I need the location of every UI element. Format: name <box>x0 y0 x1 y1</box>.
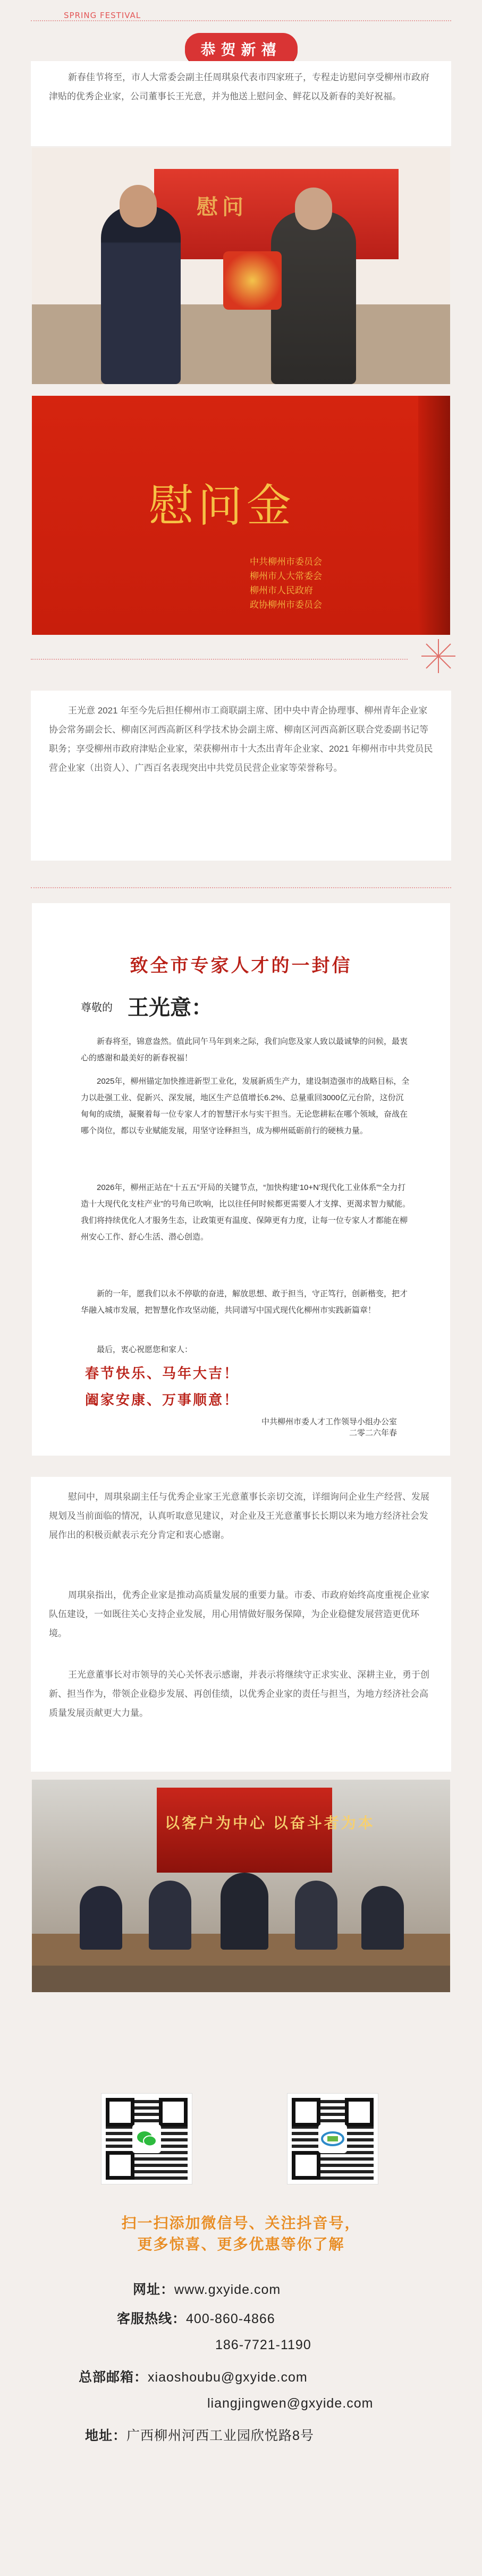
person-left-head <box>120 185 157 227</box>
divider <box>31 20 451 21</box>
envelope-edge <box>418 396 450 635</box>
scan-prompt-line: 更多惊喜、更多优惠等你了解 <box>137 2236 345 2252</box>
envelope-issuer: 柳州市人民政府 <box>250 585 313 596</box>
wechat-icon <box>132 2124 161 2153</box>
letter-paragraph: 新的一年，愿我们以永不停歇的奋进，解放思想、敢于担当，守正笃行，创新楷变，把才华融入城市发展，把智慧化作攻坚动能，共同谱写中国式现代化柳州市实践新篇章！ <box>81 1289 408 1315</box>
letter-title: 致全市专家人才的一封信 <box>130 955 352 976</box>
envelope-issuer: 柳州市人大常委会 <box>250 571 322 582</box>
website-label: 网址： <box>133 2282 175 2297</box>
douyin-qr-code <box>287 2093 378 2184</box>
email-row-2 <box>207 2396 373 2411</box>
website-row <box>133 2279 281 2298</box>
letter-paragraph: 新春将至，锦意盎然。值此同午马年到来之际，我们向您及家人致以最诚挚的问候，最衷心的感谢和最美好的新春祝福！ <box>81 1037 408 1062</box>
letter-sign-org: 中共柳州市委人才工作领导小组办公室 <box>261 1417 397 1426</box>
qr-finder <box>106 2151 134 2180</box>
red-banner-text: 慰问 <box>197 195 248 219</box>
section-label: SPRING FESTIVAL <box>64 11 141 20</box>
hotline-number[interactable]: 400-860-4866 <box>186 2311 275 2326</box>
letter-greeting: 尊敬的 <box>81 1002 113 1014</box>
hotline-row <box>117 2308 275 2327</box>
letter-paragraph: 最后，衷心祝愿您和家人： <box>97 1345 193 1354</box>
meeting-floor <box>32 1966 450 1992</box>
email-address[interactable]: xiaoshoubu@gxyide.com <box>148 2370 308 2385</box>
website-link[interactable]: www.gxyide.com <box>174 2282 281 2297</box>
divider <box>31 659 408 660</box>
envelope-title: 慰问金 <box>149 480 296 532</box>
address-row <box>85 2425 314 2444</box>
bio-paragraph: 王光意 2021 年至今先后担任柳州市工商联副主席、团中央中青企协理事、柳州青年企业家协会常务副会长、柳南区河西高新区科学技术协会副主席、柳南区河西高新区联合党委副书记等职务；享受柳州市政府津贴企业家，荣获柳州市十大杰出青年企业家、2021 年柳州市中共党员民营企业家（出资人）、广西百名表现突出中共党员民营企业家等荣誉称号。 <box>49 705 433 773</box>
attendee <box>149 1881 191 1950</box>
meeting-photo <box>32 1780 450 1992</box>
attendee <box>221 1873 268 1950</box>
person-right <box>271 211 356 384</box>
address-label: 地址： <box>85 2428 127 2443</box>
qr-finder <box>159 2098 188 2127</box>
envelope-issuer: 中共柳州市委员会 <box>250 557 322 567</box>
attendee <box>361 1886 404 1950</box>
letter-wish: 春节快乐、马年大吉！ <box>85 1366 240 1382</box>
scan-prompt-line: 扫一扫添加微信号、关注抖音号， <box>121 2215 361 2231</box>
hotline-number[interactable]: 186-7721-1190 <box>215 2337 311 2352</box>
address-text: 广西柳州河西工业园欣悦路8号 <box>126 2428 314 2443</box>
letter-recipient: 王光意： <box>128 995 213 1020</box>
envelope-issuer: 政协柳州市委员会 <box>250 600 322 610</box>
new-year-banner: 恭贺新禧 <box>184 33 297 65</box>
visit-photo <box>32 148 450 384</box>
red-envelope-photo <box>32 396 450 635</box>
visit-paragraph: 慰问中，周琪泉副主任与优秀企业家王光意董事长亲切交流，详细询问企业生产经营、发展规划及当前面临的情况，认真听取意见建议，对企业及王光意董事长长期以来为地方经济社会发展作出的积极贡献表示充分肯定和衷心感谢。 <box>49 1492 429 1540</box>
email-row <box>79 2367 308 2386</box>
letter-wish: 阖家安康、万事顺意！ <box>85 1392 240 1408</box>
firework-icon <box>417 635 460 677</box>
photo-floor <box>32 304 450 384</box>
flower-bouquet <box>223 251 282 310</box>
envelope-issuers <box>250 555 322 613</box>
visit-paragraph: 王光意董事长对市领导的关心关怀表示感谢，并表示将继续守正求实业、深耕主业，勇于创新、担当作为，带领企业稳步发展、再创佳绩，以优秀企业家的责任与担当，为地方经济社会高质量发展贡献更大力量。 <box>49 1670 429 1718</box>
person-right-head <box>295 188 332 230</box>
hotline-row-2 <box>215 2337 311 2353</box>
qr-finder <box>292 2151 320 2180</box>
divider <box>31 887 451 888</box>
email-label: 总部邮箱： <box>79 2370 148 2385</box>
attendee <box>80 1886 122 1950</box>
email-address[interactable]: liangjingwen@gxyide.com <box>207 2396 374 2411</box>
open-letter <box>32 903 450 1456</box>
intro-paragraph: 新春佳节将至，市人大常委会副主任周琪泉代表市四家班子，专程走访慰问享受柳州市政府津贴的优秀企业家，公司董事长王光意，并为他送上慰问金、鲜花以及新春的美好祝福。 <box>49 72 429 101</box>
letter-sign-date: 二零二六年春 <box>349 1429 397 1438</box>
wechat-qr-code <box>101 2093 192 2184</box>
attendee <box>295 1881 337 1950</box>
qr-finder <box>106 2098 134 2127</box>
meeting-screen-text: 以客户为中心 以奋斗者为本 <box>165 1815 375 1831</box>
visit-paragraph: 周琪泉指出，优秀企业家是推动高质量发展的重要力量。市委、市政府始终高度重视企业家队伍建设，一如既往关心支持企业发展，用心用情做好服务保障，为企业稳健发展营造更优环境。 <box>49 1590 429 1638</box>
letter-signature <box>261 1416 397 1438</box>
qr-finder <box>292 2098 320 2127</box>
letter-paragraph: 2026年，柳州正站在“十五五”开局的关键节点，“加快构建‘10+N’现代化工业体系”“全力打造十大现代化支柱产业”的号角已吹响，比以往任何时候都更需要人才支撑、更渴求智力赋能。我们将持续优化人才服务生态，让政策更有温度、保障更有力度，让每一位专家人才都能在柳州安心工作、舒心生活、潜心创造。 <box>81 1183 410 1242</box>
hotline-label: 客服热线： <box>117 2311 187 2326</box>
company-logo-icon <box>318 2124 347 2153</box>
qr-finder <box>345 2098 374 2127</box>
scan-prompt <box>0 2213 482 2255</box>
letter-paragraph: 2025年，柳州锚定加快推进新型工业化，发展新质生产力，建设制造强市的战略目标，全力以赴强工业、促新兴、深发展，地区生产总值增长6.2%、总量重回3000亿元台阶，这份沉甸甸的成绩，凝聚着每一位专家人才的智慧汗水与实干担当。无论您耕耘在哪个领域，奋战在哪个岗位，都以专业赋能发展，用坚守诠释担当，成为柳州砥砺前行的硬核力量。 <box>81 1077 410 1135</box>
person-left <box>101 206 181 384</box>
